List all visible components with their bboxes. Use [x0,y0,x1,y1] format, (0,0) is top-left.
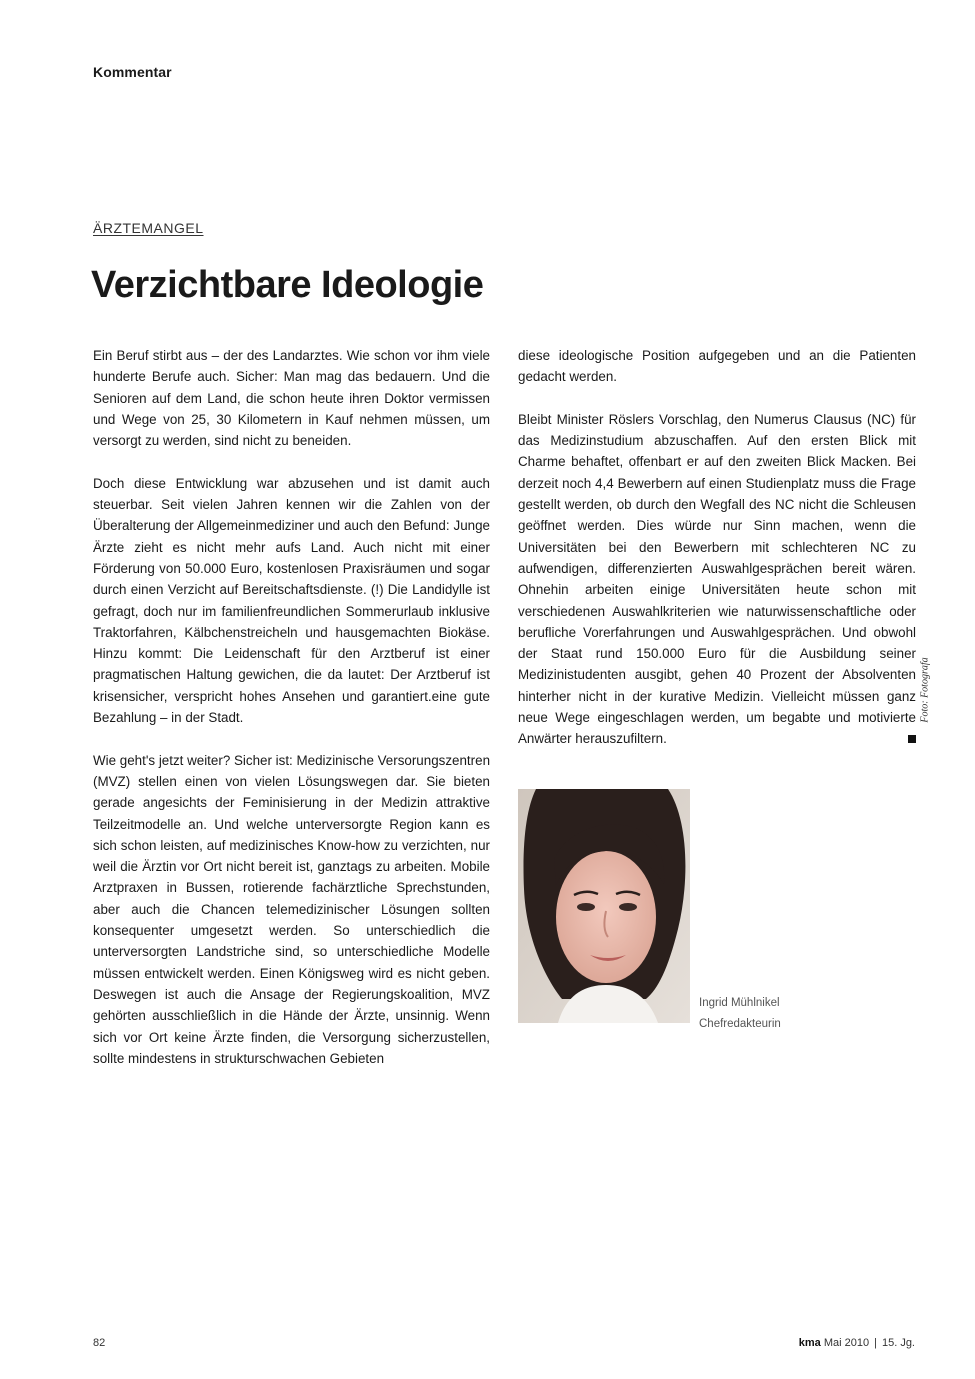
paragraph-last [518,409,916,750]
author-role: Chefredakteurin [699,1018,781,1030]
end-of-article-square-icon [908,735,916,743]
paragraph-text: Bleibt Minister Röslers Vorschlag, den Numerus Clausus (NC) für das Medizinstudium abzuschaffen. Auf den ersten Blick mit Charme behaftet, offenbart er auf den zweiten Blick Macken. Bei derzeit noch 4,4 Bewerbern auf einen Studienplatz muss die Frage gestellt werden, ob durch den Wegfall des NC nicht die Schleusen geöffnet werden. Dies würde nur Sinn machen, wenn die Universitäten bei den Bewerbern mit schlechteren NC zu aufwendigen, differenzierten Auswahlgesprächen bereit wären. Ohnehin arbeiten einige Universitäten heute schon mit verschiedenen Auswahlkriterien wie naturwissenschaftliche oder berufliche Vorerfahrungen und Auswahlgesprächen. Und obwohl der Staat rund 150.000 Euro für die Ausbildung seiner Medizinistudenten ausgibt, gehen 40 Prozent der Absolventen hinterher nicht in der kurative Medizin. Vielleicht müssen ganz neue Wege eingeschlagen werden, um begabte und motivierte Anwärter herauszufiltern. [518,411,916,747]
article-column-left [93,345,490,1090]
article-kicker: ÄRZTEMANGEL [93,220,204,236]
paragraph: Ein Beruf stirbt aus – der des Landarztes. Wie schon vor ihm viele hunderte Berufe auch. Sicher: Man mag das bedauern. Und die Senioren auf dem Land, die schon heute ihren Doktor vermissen und Wege von 25, 30 Kilometern in Kauf nehmen müssen, um versorgt zu werden, sind nicht zu beneiden. [93,348,490,449]
paragraph: Wie geht's jetzt weiter? Sicher ist: Medizinische Versorungszentren (MVZ) stellen einen von vielen Lösungswegen dar. Sie bieten gerade angesichts der Feminisierung in der Medizin attraktive Teilzeitmodelle an. Und welche unterversorgte Region kann es sich schon leisten, auf medizinisches Know-how zu verzichten, nur weil die Ärztin vor Ort nicht bereit ist, ganztags zu arbeiten. Mobile Arztpraxen in Bussen, rotierende fachärztliche Sprechstunden, aber auch die Chancen telemedizinischer Lösungen sollten konsequenter umgesetzt werden. So unterschiedlich die unterversorgten Landstriche sind, so unterschiedliche Modelle müssen entwickelt werden. Einen Königsweg wird es nicht geben. Deswegen ist auch die Ansage der Regierungskoalition, MVZ gehörten ausschließlich in die Hände der Ärzte, unsinnig. Wenn sich vor Ort keine Ärzte finden, die Versorgung sicherzustellen, sollte mindestens in strukturschwachen Gebieten [93,752,491,1066]
author-portrait [518,789,690,1023]
section-label: Kommentar [93,64,172,80]
publication-brand: kma [798,1337,821,1349]
paragraph: diese ideologische Position aufgegeben und an die Patienten gedacht werden. [518,348,916,385]
article-column-right [518,345,916,771]
footer-separator: | [874,1337,877,1349]
paragraph: Doch diese Entwicklung war abzusehen und ist damit auch steuerbar. Seit vielen Jahren kennen wir die Zahlen von der Überalterung der Allgemeinmediziner und auch den Befund: Junge Ärzte zieht es nicht mehr aufs Land. Auch nicht mit einer Förderung von 50.000 Euro, kostenlosen Praxisräumen und sogar durch einen Verzicht auf Bereitschaftsdienste. (!) Die Landidylle ist gefragt, doch nur im familienfreundlichen Sommerurlaub inklusive Traktorfahren, Kälbchenstreicheln und hausgemachten Biokäse. Hinzu kommt: Die Leidenschaft für den Arztberuf ist einer pragmatischen Haltung gewichen, die da lautet: Der Arztberuf ist krisensicher, verspricht hohes Ansehen und garantiert.eine gute Bezahlung – in der Stadt. [93,475,490,726]
photo-credit-text: Foto: Fotografa [919,657,931,723]
page-number: 82 [93,1337,106,1349]
footer-publication [799,1337,915,1349]
volume: 15. Jg. [881,1337,915,1349]
author-portrait-image [518,789,690,1023]
article-headline: Verzichtbare Ideologie [91,264,484,306]
author-name: Ingrid Mühlnikel [699,997,780,1009]
photo-credit [918,655,932,725]
issue-date: Mai 2010 [823,1337,870,1349]
author-caption [699,993,781,1035]
